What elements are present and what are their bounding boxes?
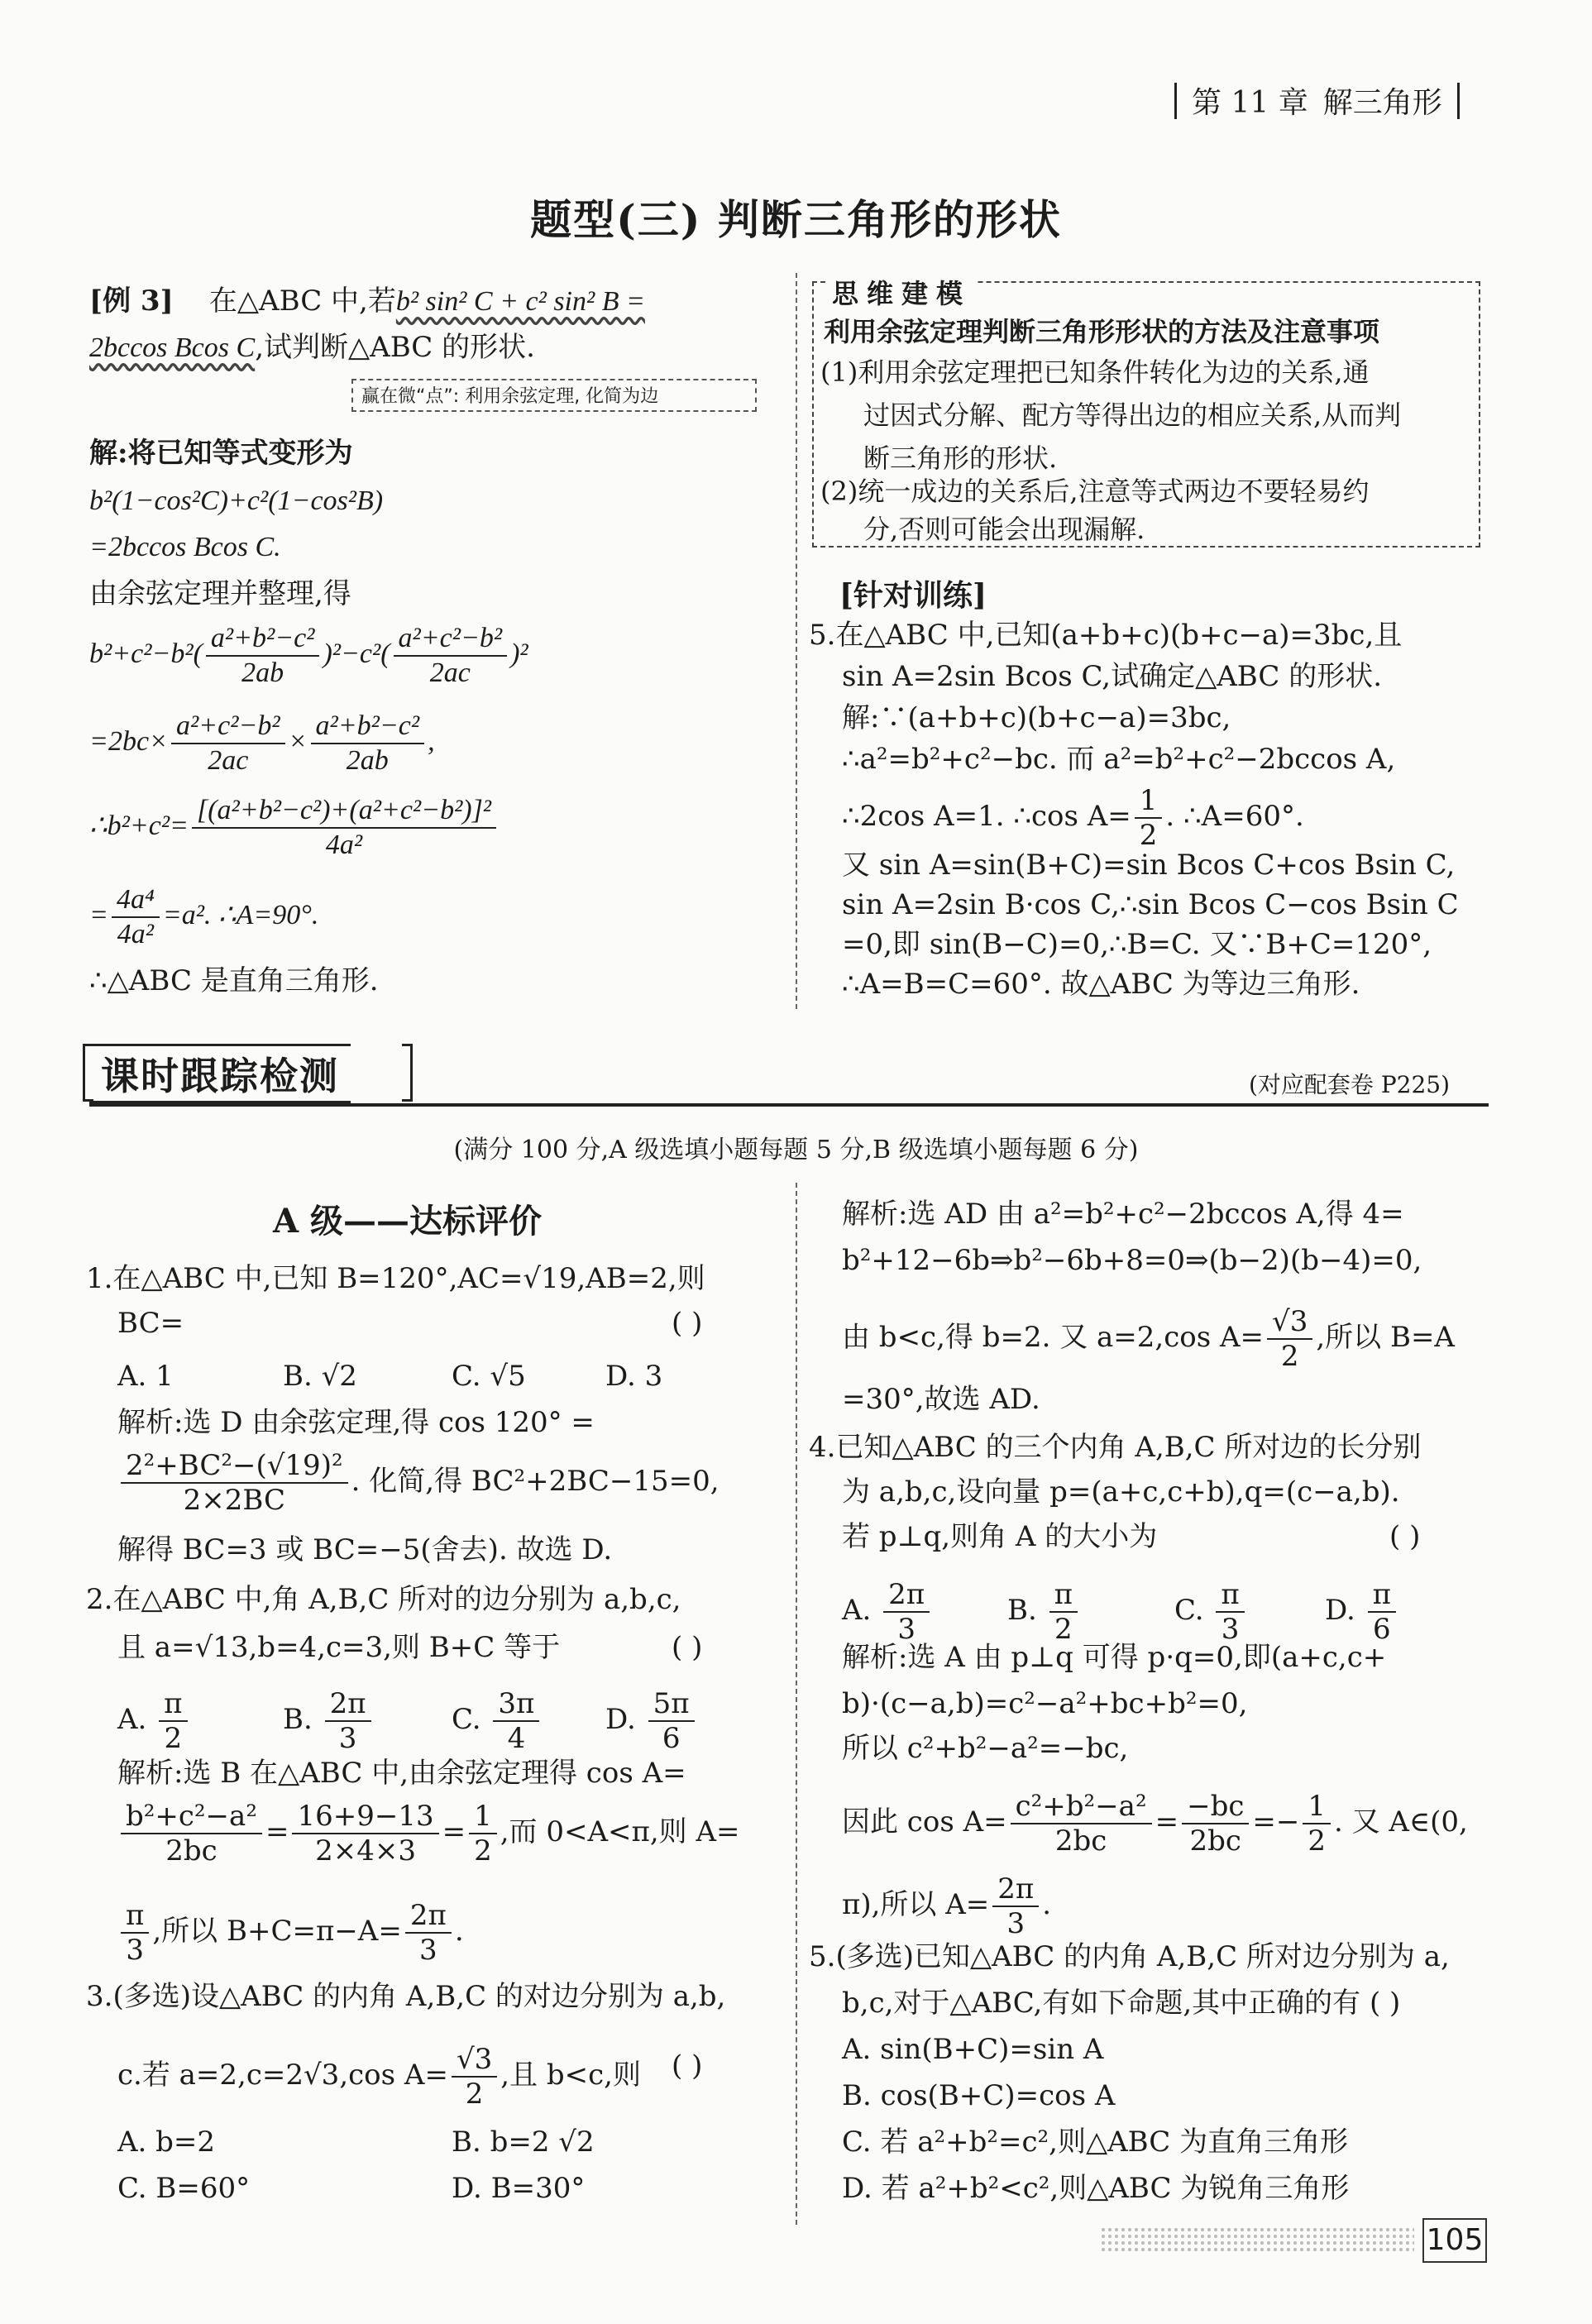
option-d: D. $\frac{5\pi}{6}$: [605, 1687, 698, 1755]
thinking-line: 分,否则可能会出现漏解.: [863, 514, 1145, 545]
hint-note: 赢在微“点”: 利用余弦定理, 化简为边: [351, 379, 757, 412]
q1-solution: 解得 BC=3 或 BC=−5(舍去). 故选 D.: [117, 1533, 613, 1566]
option-b: B. $\frac{\pi}{2}$: [1007, 1578, 1081, 1646]
section-rule: [89, 1103, 1489, 1107]
answer-paren: ( ): [672, 1631, 703, 1664]
bracket: [402, 1044, 413, 1102]
q4-solution: 解析:选 A 由 p⊥q 可得 p·q=0,即(a+c,c+: [842, 1641, 1387, 1674]
q2-solution: $\frac{\pi}{3}$ ,所以 B+C=π−A= $\frac{2\pi}{3}$ .: [117, 1899, 464, 1967]
practice-solution: ∴a²=b²+c²−bc. 而 a²=b²+c²−2bccos A,: [842, 743, 1396, 776]
option-a: A. b=2: [117, 2126, 216, 2159]
question-4: 为 a,b,c,设向量 p=(a+c,c+b),q=(c−a,b).: [842, 1475, 1400, 1509]
question-1: BC=: [117, 1307, 184, 1340]
solution-conclusion: ∴△ABC 是直角三角形.: [89, 964, 379, 997]
practice-solution: sin A=2sin B·cos C,∴sin Bcos C−cos Bsin C: [842, 888, 1459, 921]
q3-solution: 解析:选 AD 由 a²=b²+c²−2bccos A,得 4=: [842, 1198, 1404, 1231]
section-title: 题型(三) 判断三角形的形状: [530, 195, 1062, 244]
solution-formula: =2bc× $\frac{\text{a²+c²−b²}}{2ac}$ × $\frac{\text{a²+b²−c²}}{2ab}$ ,: [89, 710, 435, 776]
practice-solution: =0,即 sin(B−C)=0,∴B=C. 又∵B+C=120°,: [842, 928, 1432, 961]
option-c: C. B=60°: [117, 2172, 251, 2205]
thinking-line: (2)统一成边的关系后,注意等式两边不要轻易约: [820, 476, 1370, 507]
practice-solution: ∴A=B=C=60°. 故△ABC 为等边三角形.: [842, 968, 1360, 1001]
practice-question: sin A=2sin Bcos C,试确定△ABC 的形状.: [842, 660, 1383, 693]
answer-paren: ( ): [1389, 1520, 1421, 1553]
column-divider: [796, 273, 797, 1009]
practice-solution: 又 sin A=sin(B+C)=sin Bcos C+cos Bsin C,: [842, 849, 1456, 882]
thinking-title: 利用余弦定理判断三角形形状的方法及注意事项: [824, 316, 1380, 347]
option-d: D. 3: [605, 1360, 663, 1393]
solution-head: 解:将已知等式变形为: [89, 437, 353, 470]
level-heading: A 级——达标评价: [273, 1202, 542, 1241]
solution-line: =2bccos Bcos C.: [89, 532, 281, 562]
solution-formula: = $\frac{\text{4a⁴}}{\text{4a²}}$ =a². ∴A=90°.: [89, 884, 319, 949]
option-c: C. √5: [452, 1360, 526, 1393]
option-c: C. 若 a²+b²=c²,则△ABC 为直角三角形: [842, 2126, 1349, 2159]
example-label: [例 3]: [89, 285, 174, 318]
divider: [1457, 83, 1460, 119]
question-5: b,c,对于△ABC,有如下命题,其中正确的有 ( ): [842, 1987, 1401, 2020]
option-b: B. b=2 √2: [452, 2126, 595, 2159]
question-2: 2.在△ABC 中,角 A,B,C 所对的边分别为 a,b,c,: [86, 1583, 681, 1616]
option-b: B. √2: [283, 1360, 357, 1393]
example-stem-line1: [例 3] 在△ABC 中,若b² sin² C + c² sin² B =: [89, 278, 645, 325]
decorative-dots: [1100, 2226, 1414, 2251]
question-5: 5.(多选)已知△ABC 的内角 A,B,C 所对边分别为 a,: [809, 1940, 1450, 1973]
option-d: D. $\frac{\pi}{6}$: [1325, 1578, 1399, 1646]
column-divider: [796, 1183, 797, 2225]
tracking-title: 课时跟踪检测: [89, 1044, 351, 1103]
example-stem-line2: 2bccos Bcos C,试判断△ABC 的形状.: [89, 331, 535, 364]
divider: [1174, 83, 1177, 119]
q3-solution: b²+12−6b⇒b²−6b+8=0⇒(b−2)(b−4)=0,: [842, 1244, 1422, 1277]
q2-solution: $\frac{\text{b²+c²−a²}}{2bc}$ = $\frac{16+9-13}{2\times 4\times 3}$ = $\frac{1}{2}$ ,而 0<A<π,则 A=: [117, 1800, 740, 1867]
q4-solution: π),所以 A= $\frac{2\pi}{3}$ .: [842, 1872, 1052, 1940]
tracking-reference: (对应配套卷 P225): [1249, 1071, 1451, 1098]
page-number: 105: [1422, 2218, 1487, 2263]
solution-formula: b²+c²−b²( $\frac{\text{a²+b²−c²}}{2ab}$ )²−c²( $\frac{\text{a²+c²−b²}}{2ac}$ )²: [89, 623, 528, 688]
option-c: C. $\frac{\pi}{3}$: [1174, 1578, 1248, 1646]
question-4: 若 p⊥q,则角 A 的大小为: [842, 1520, 1158, 1553]
option-a: A. 1: [117, 1360, 174, 1393]
option-a: A. $\frac{\pi}{2}$: [117, 1687, 191, 1755]
question-1: 1.在△ABC 中,已知 B=120°,AC=√19,AB=2,则: [86, 1262, 705, 1295]
option-a: A. $\frac{2\pi}{3}$: [842, 1578, 933, 1646]
solution-formula: ∴b²+c²= $\frac{\text{[(a²+b²−c²)+(a²+c²−b²)]²}}{\text{4a²}}$: [89, 794, 500, 862]
chapter-number: 第 11 章: [1192, 86, 1308, 120]
answer-paren: ( ): [672, 2049, 703, 2083]
option-a: A. sin(B+C)=sin A: [842, 2033, 1104, 2066]
q3-solution: =30°,故选 AD.: [842, 1383, 1040, 1416]
q4-solution: 所以 c²+b²−a²=−bc,: [842, 1732, 1129, 1765]
q4-solution: b)·(c−a,b)=c²−a²+bc+b²=0,: [842, 1687, 1248, 1720]
solution-line: b²(1−cos²C)+c²(1−cos²B): [89, 485, 384, 516]
question-3: c.若 a=2,c=2√3,cos A= $\frac{√3}{2}$ ,且 b<c,则: [117, 2043, 641, 2111]
practice-solution: 解:∵(a+b+c)(b+c−a)=3bc,: [842, 701, 1231, 734]
q3-solution: 由 b<c,得 b=2. 又 a=2,cos A= $\frac{√3}{2}$ ,所以 B=A: [842, 1305, 1455, 1373]
question-3: 3.(多选)设△ABC 的内角 A,B,C 的对边分别为 a,b,: [86, 1980, 726, 2013]
practice-question: 5.在△ABC 中,已知(a+b+c)(b+c−a)=3bc,且: [809, 619, 1403, 652]
chapter-title: 解三角形: [1322, 86, 1442, 120]
practice-label: [针对训练]: [839, 578, 987, 613]
option-c: C. $\frac{3\pi}{4}$: [452, 1687, 543, 1755]
q1-solution: 解析:选 D 由余弦定理,得 cos 120° =: [117, 1406, 595, 1439]
q1-solution: $\frac{\text{2²+BC²−(√19)²}}{2\times 2BC}$ . 化简,得 BC²+2BC−15=0,: [117, 1449, 720, 1517]
thinking-line: 断三角形的形状.: [863, 442, 1058, 474]
q2-solution: 解析:选 B 在△ABC 中,由余弦定理得 cos A=: [117, 1757, 686, 1790]
answer-paren: ( ): [672, 1307, 703, 1340]
thinking-line: 过因式分解、配方等得出边的相应关系,从而判: [863, 399, 1402, 431]
thinking-line: (1)利用余弦定理把已知条件转化为边的关系,通: [820, 356, 1370, 388]
practice-solution: ∴2cos A=1. ∴cos A= $\frac{1}{2}$ . ∴A=60°.: [842, 784, 1304, 852]
solution-line: 由余弦定理并整理,得: [89, 577, 351, 610]
option-d: D. 若 a²+b²<c²,则△ABC 为锐角三角形: [842, 2172, 1350, 2205]
question-2: 且 a=√13,b=4,c=3,则 B+C 等于: [117, 1631, 561, 1664]
chapter-header: [1174, 79, 1460, 122]
option-d: D. B=30°: [452, 2172, 586, 2205]
q4-solution: 因此 cos A= $\frac{\text{c²+b²−a²}}{2bc}$ = $\frac{-bc}{2bc}$ =− $\frac{1}{2}$ . 又 A∈(0,: [842, 1790, 1468, 1858]
question-4: 4.已知△ABC 的三个内角 A,B,C 所对边的长分别: [809, 1431, 1422, 1464]
option-b: B. $\frac{2\pi}{3}$: [283, 1687, 375, 1755]
option-b: B. cos(B+C)=cos A: [842, 2079, 1116, 2112]
thinking-tag: 思维建模: [827, 273, 976, 311]
score-note: (满分 100 分,A 级选填小题每题 5 分,B 级选填小题每题 6 分): [453, 1136, 1139, 1164]
